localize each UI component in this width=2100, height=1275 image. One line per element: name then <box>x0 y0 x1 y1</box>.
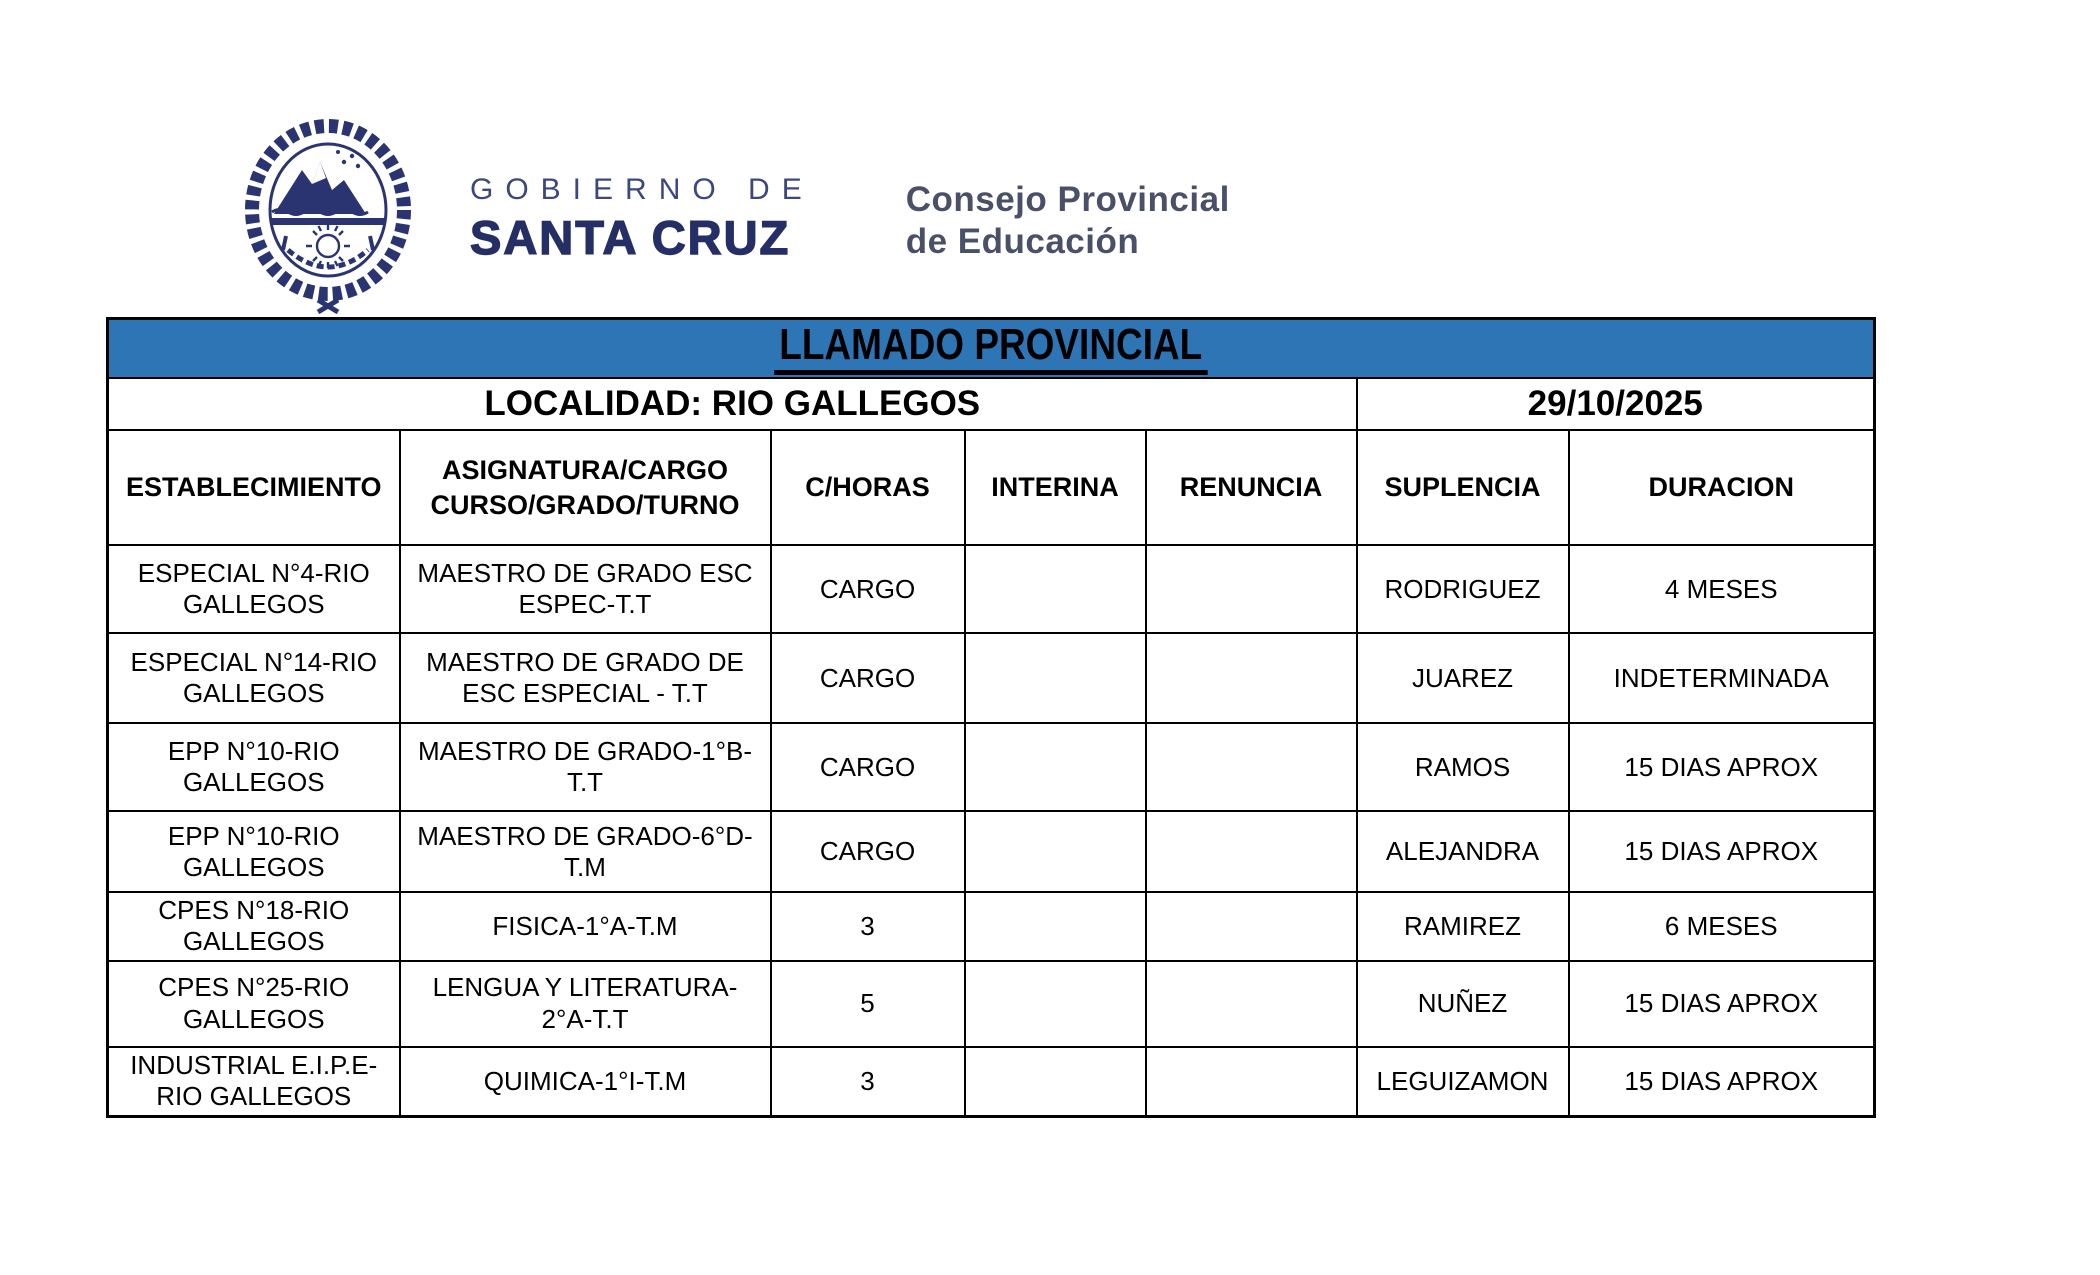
government-wordmark <box>470 173 814 265</box>
cell-asignatura: FISICA-1°A-T.M <box>400 892 771 960</box>
cell-renuncia <box>1146 1047 1357 1117</box>
council-line1: Consejo Provincial <box>905 180 1230 219</box>
cell-renuncia <box>1146 633 1357 723</box>
table-row <box>108 892 1875 960</box>
cell-asignatura: MAESTRO DE GRADO ESC ESPEC-T.T <box>400 545 771 633</box>
col-header-renuncia: RENUNCIA <box>1146 430 1357 545</box>
cell-renuncia <box>1146 961 1357 1047</box>
col-header-establecimiento: ESTABLECIMIENTO <box>108 430 400 545</box>
cell-choras: 5 <box>771 961 965 1047</box>
cell-choras: CARGO <box>771 723 965 811</box>
cell-interina <box>965 633 1146 723</box>
banner-row <box>108 319 1875 379</box>
page-title: LLAMADO PROVINCIAL <box>774 322 1207 375</box>
cell-suplencia: RAMOS <box>1357 723 1569 811</box>
cell-establecimiento: EPP N°10-RIO GALLEGOS <box>108 723 400 811</box>
cell-establecimiento: CPES N°25-RIO GALLEGOS <box>108 961 400 1047</box>
info-row <box>108 378 1875 430</box>
cell-duracion: 6 MESES <box>1569 892 1875 960</box>
cell-duracion: 4 MESES <box>1569 545 1875 633</box>
cell-asignatura: MAESTRO DE GRADO DE ESC ESPECIAL - T.T <box>400 633 771 723</box>
cell-renuncia <box>1146 811 1357 892</box>
cell-suplencia: RAMIREZ <box>1357 892 1569 960</box>
cell-asignatura: LENGUA Y LITERATURA-2°A-T.T <box>400 961 771 1047</box>
cell-choras: CARGO <box>771 811 965 892</box>
table-row <box>108 961 1875 1047</box>
cell-duracion: 15 DIAS APROX <box>1569 723 1875 811</box>
cell-suplencia: NUÑEZ <box>1357 961 1569 1047</box>
cell-duracion: 15 DIAS APROX <box>1569 811 1875 892</box>
cell-asignatura: QUIMICA-1°I-T.M <box>400 1047 771 1117</box>
cell-renuncia <box>1146 892 1357 960</box>
date-label: 29/10/2025 <box>1357 378 1875 430</box>
cell-interina <box>965 545 1146 633</box>
header-row <box>108 430 1875 545</box>
cell-interina <box>965 811 1146 892</box>
cell-establecimiento: EPP N°10-RIO GALLEGOS <box>108 811 400 892</box>
cell-establecimiento: CPES N°18-RIO GALLEGOS <box>108 892 400 960</box>
cell-interina <box>965 892 1146 960</box>
locality-label: LOCALIDAD: RIO GALLEGOS <box>108 378 1357 430</box>
cell-suplencia: RODRIGUEZ <box>1357 545 1569 633</box>
gobierno-de-text: GOBIERNO DE <box>470 173 814 206</box>
table-row <box>108 811 1875 892</box>
cell-renuncia <box>1146 723 1357 811</box>
cell-choras: CARGO <box>771 633 965 723</box>
col-header-asignatura: ASIGNATURA/CARGO CURSO/GRADO/TURNO <box>400 430 771 545</box>
cell-asignatura: MAESTRO DE GRADO-1°B-T.T <box>400 723 771 811</box>
col-header-suplencia: SUPLENCIA <box>1357 430 1569 545</box>
col-header-interina: INTERINA <box>965 430 1146 545</box>
cell-asignatura: MAESTRO DE GRADO-6°D-T.M <box>400 811 771 892</box>
cell-duracion: INDETERMINADA <box>1569 633 1875 723</box>
col-header-duracion: DURACION <box>1569 430 1875 545</box>
table-row <box>108 723 1875 811</box>
cell-duracion: 15 DIAS APROX <box>1569 1047 1875 1117</box>
cell-choras: CARGO <box>771 545 965 633</box>
council-wordmark <box>906 179 1230 263</box>
cell-choras: 3 <box>771 1047 965 1117</box>
cell-establecimiento: ESPECIAL N°14-RIO GALLEGOS <box>108 633 400 723</box>
santa-cruz-coat-of-arms-icon <box>240 118 416 314</box>
cell-establecimiento: ESPECIAL N°4-RIO GALLEGOS <box>108 545 400 633</box>
cell-suplencia: JUAREZ <box>1357 633 1569 723</box>
cell-establecimiento: INDUSTRIAL E.I.P.E-RIO GALLEGOS <box>108 1047 400 1117</box>
table-row <box>108 545 1875 633</box>
table-row <box>108 633 1875 723</box>
cell-renuncia <box>1146 545 1357 633</box>
cell-interina <box>965 723 1146 811</box>
cell-suplencia: LEGUIZAMON <box>1357 1047 1569 1117</box>
cell-interina <box>965 961 1146 1047</box>
council-line2: de Educación <box>905 222 1140 261</box>
cell-choras: 3 <box>771 892 965 960</box>
letterhead <box>240 118 1230 314</box>
cell-duracion: 15 DIAS APROX <box>1569 961 1875 1047</box>
cell-suplencia: ALEJANDRA <box>1357 811 1569 892</box>
banner-cell <box>108 319 1875 379</box>
cell-interina <box>965 1047 1146 1117</box>
table-row <box>108 1047 1875 1117</box>
llamado-provincial-table <box>106 317 1876 1118</box>
col-header-choras: C/HORAS <box>771 430 965 545</box>
santa-cruz-text: SANTA CRUZ <box>470 211 791 264</box>
